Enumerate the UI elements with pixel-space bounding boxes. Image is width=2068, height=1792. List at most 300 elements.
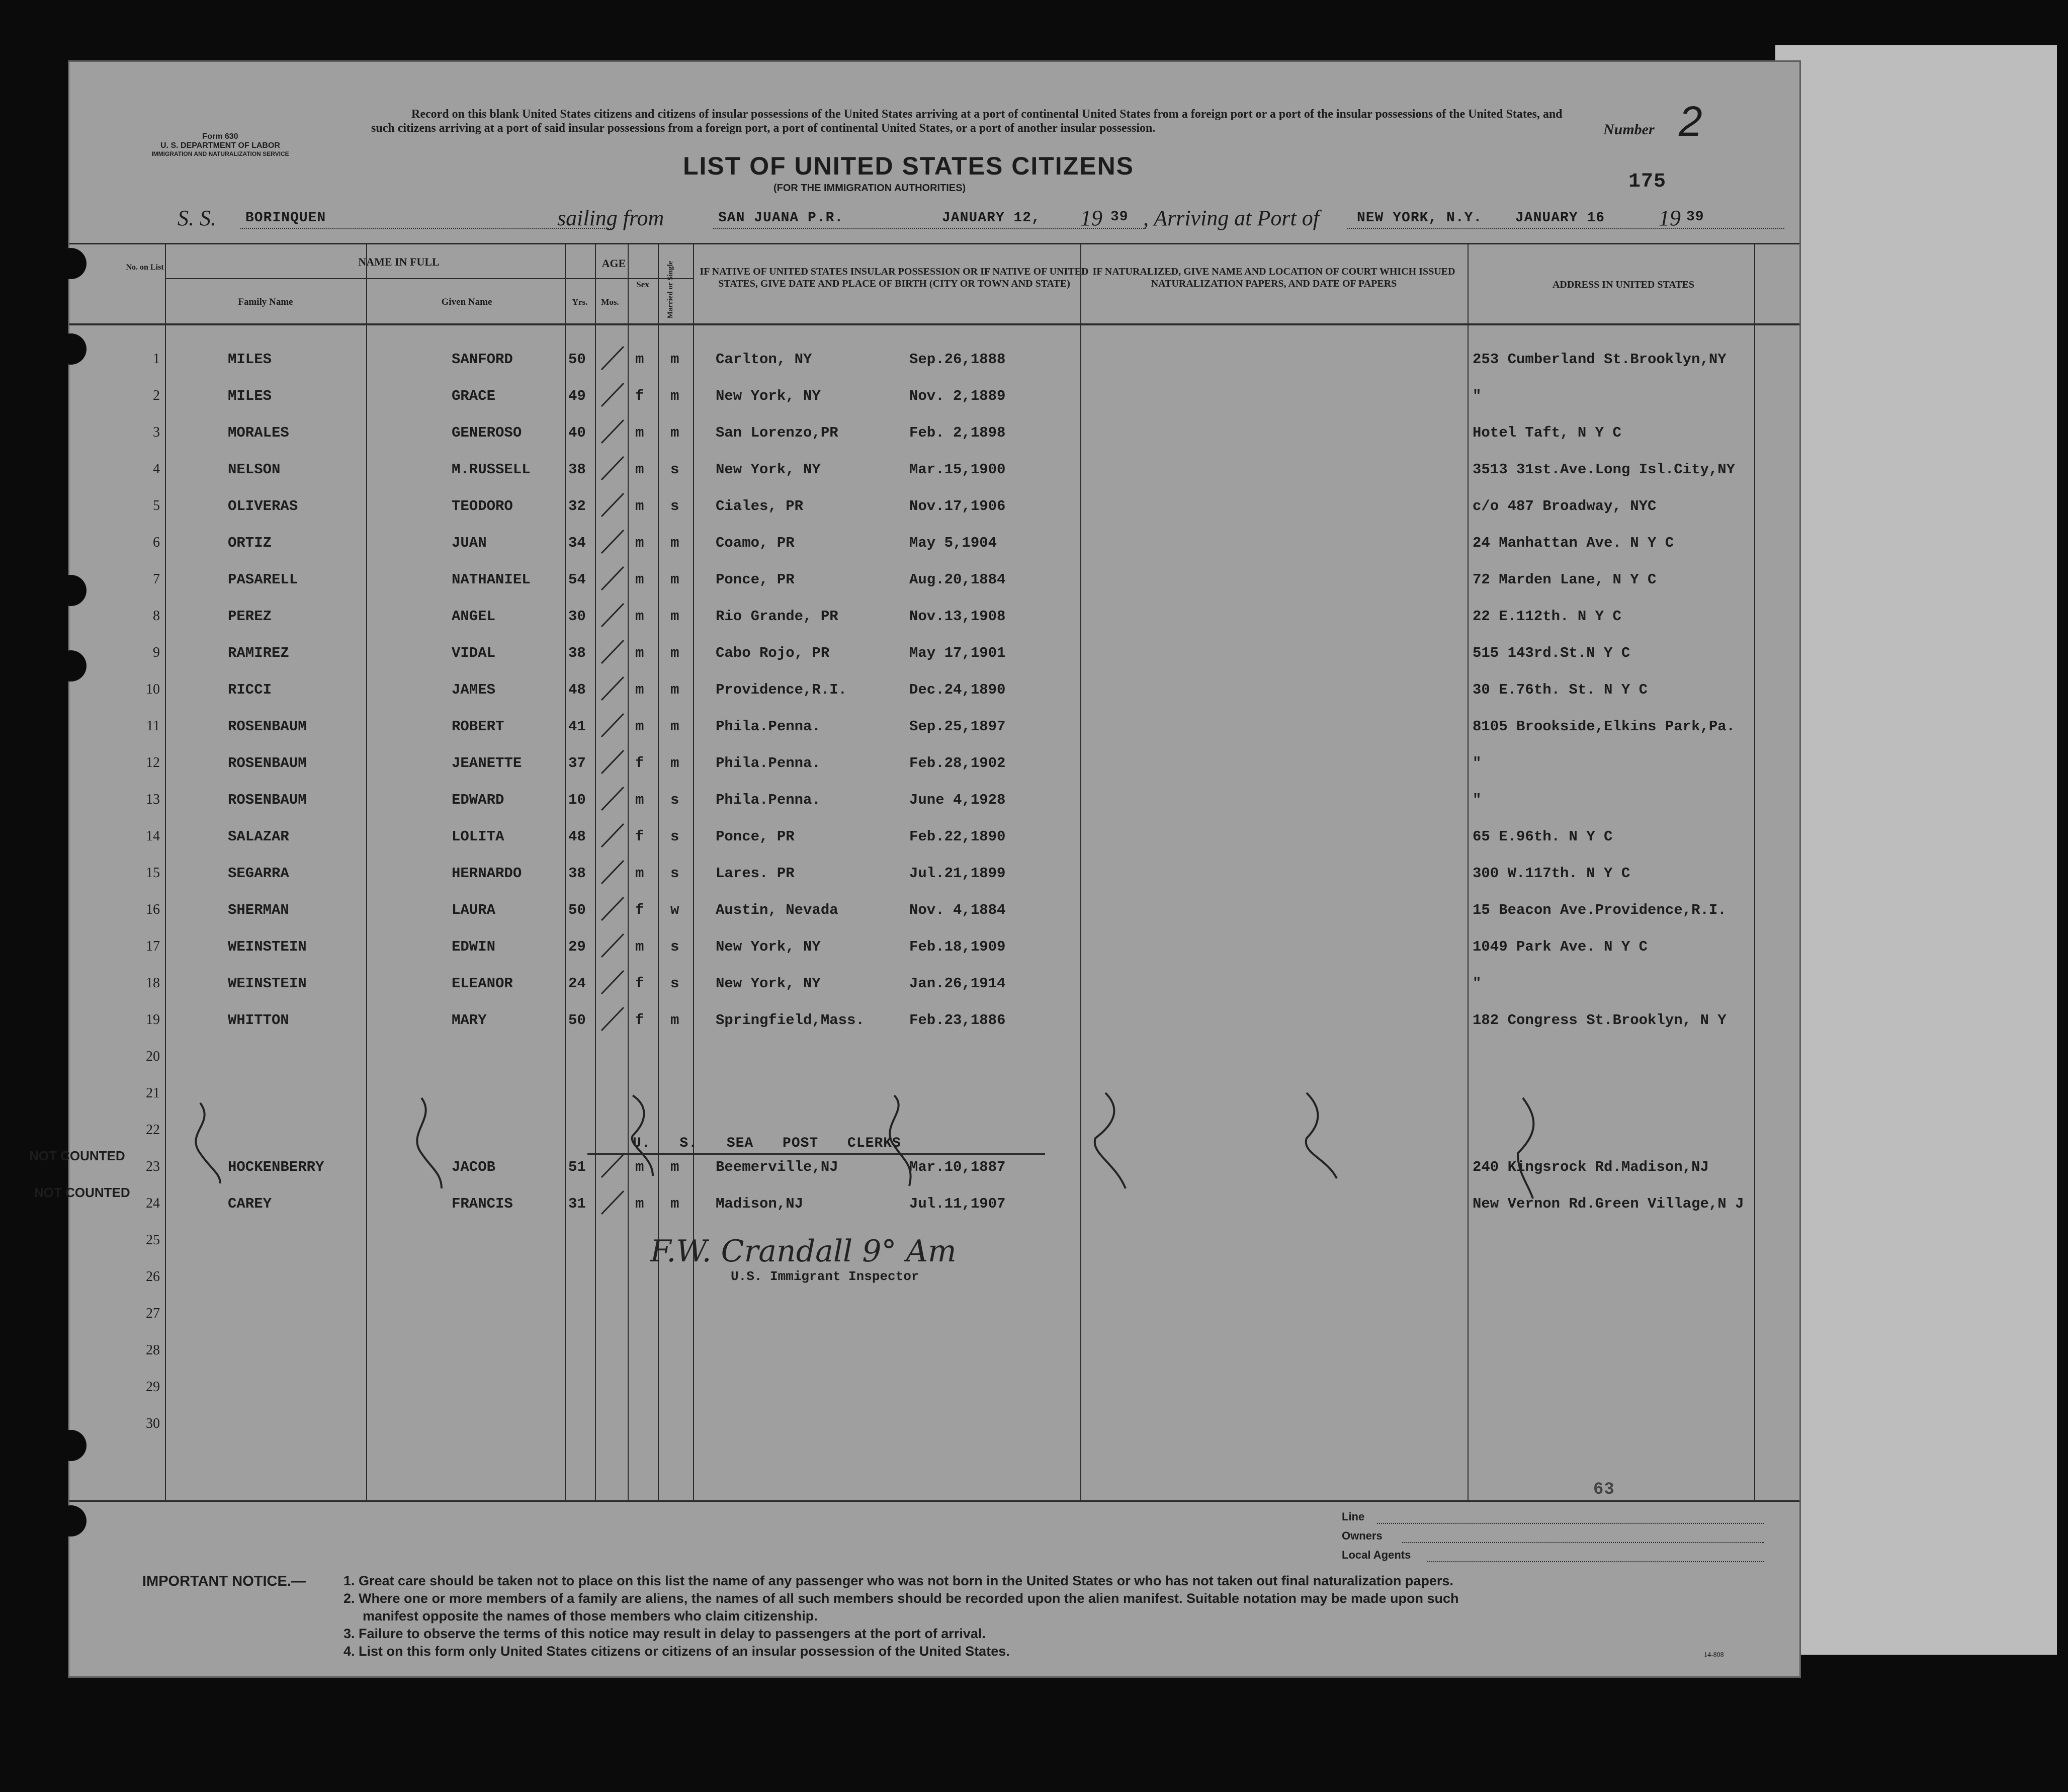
marital-status: s	[670, 975, 679, 992]
squiggle-mark	[417, 1098, 442, 1188]
family-name: NELSON	[228, 461, 281, 478]
mos-slash-mark	[597, 968, 628, 998]
birth-place: Austin, Nevada	[716, 902, 838, 918]
arrival-year: 39	[1686, 209, 1704, 225]
arrival-date: JANUARY 16	[1515, 210, 1605, 226]
age-years: 38	[568, 865, 586, 882]
col-family-name-header: Family Name	[238, 297, 293, 307]
row-number: 5	[153, 498, 160, 514]
sex: f	[635, 1012, 644, 1029]
family-name: MILES	[228, 351, 272, 368]
mos-slash-mark	[597, 858, 628, 888]
birth-place: New York, NY	[716, 975, 821, 992]
family-name: MILES	[228, 388, 272, 404]
adjacent-page-edge	[1775, 45, 2057, 1655]
notice-item: 3. Failure to observe the terms of this notice may result in delay to passengers at the port of arrival.	[343, 1626, 986, 1641]
address: 22 E.112th. N Y C	[1473, 608, 1621, 625]
family-name: WHITTON	[228, 1012, 289, 1029]
number-label: Number	[1603, 121, 1655, 138]
row-number: 7	[153, 571, 160, 587]
given-name: VIDAL	[452, 645, 496, 661]
mos-slash-mark	[597, 894, 628, 924]
squiggle-mark	[632, 1095, 653, 1176]
age-years: 51	[568, 1159, 586, 1175]
mos-slash-line	[601, 934, 624, 957]
form-code: 14-808	[1704, 1651, 1724, 1659]
marital-status: m	[670, 571, 679, 588]
name-subheader-rule	[165, 278, 633, 279]
mos-slash-line	[601, 640, 624, 663]
marital-status: m	[670, 608, 679, 625]
family-name: PEREZ	[228, 608, 272, 625]
address: 3513 31st.Ave.Long Isl.City,NY	[1473, 461, 1736, 478]
sex: f	[635, 755, 644, 772]
mos-slash-mark	[597, 454, 628, 484]
sex: m	[635, 424, 644, 441]
birth-place: San Lorenzo,PR	[716, 424, 838, 441]
sex: m	[635, 792, 644, 808]
given-name: GENEROSO	[452, 424, 522, 441]
age-years: 54	[568, 571, 586, 588]
birth-place: Ponce, PR	[716, 828, 795, 845]
marital-status: s	[670, 792, 679, 808]
given-name: LAURA	[452, 902, 496, 918]
age-years: 50	[568, 902, 586, 918]
mos-slash-line	[601, 714, 624, 737]
notice-heading: IMPORTANT NOTICE.—	[142, 1573, 306, 1589]
marital-status: w	[670, 902, 679, 918]
ss-label: S. S.	[178, 206, 216, 230]
mos-slash-line	[601, 677, 624, 700]
marital-status: m	[670, 1159, 679, 1175]
mos-slash-line	[601, 383, 624, 406]
age-years: 50	[568, 351, 586, 368]
mos-slash-line	[601, 493, 624, 517]
mos-slash-mark	[597, 564, 628, 594]
mos-slash-mark	[597, 490, 628, 521]
birth-date: Dec.24,1890	[909, 681, 1006, 698]
mos-slash-line	[601, 567, 624, 590]
squiggle-mark	[1095, 1093, 1126, 1188]
table-top-rule	[69, 243, 1799, 244]
family-name: WEINSTEIN	[228, 938, 307, 955]
sex: m	[635, 351, 644, 368]
row-number: 16	[146, 902, 160, 917]
birth-date: May 5,1904	[909, 535, 997, 551]
departure-year-prefix: 19	[1080, 206, 1102, 230]
family-name: SHERMAN	[228, 902, 289, 918]
sex: m	[635, 1159, 644, 1175]
instruction-text: Record on this blank United States citizens and citizens of insular possessions of the United States arriving at a port of continental United States from a foreign port or a port of the insular possessions of the United States, and such citizens arriving at a port of said insular possessions from a foreign port, a port of continental United States, or a port of another insular possession.	[371, 108, 1563, 135]
age-years: 37	[568, 755, 586, 772]
mos-slash-line	[601, 457, 624, 480]
birth-place: Lares. PR	[716, 865, 795, 882]
age-years: 49	[568, 388, 586, 404]
address: 8105 Brookside,Elkins Park,Pa.	[1473, 718, 1736, 735]
given-name: EDWIN	[452, 938, 496, 955]
row-number: 15	[146, 865, 160, 881]
notice-item: manifest opposite the names of those members who claim citizenship.	[363, 1608, 818, 1624]
local-agents-label: Local Agents	[1342, 1549, 1411, 1561]
address: 240 Kingsrock Rd.Madison,NJ	[1473, 1159, 1709, 1175]
departure-year: 39	[1110, 209, 1129, 225]
mos-slash-mark	[597, 931, 628, 961]
mos-slash-line	[601, 750, 624, 774]
age-years: 10	[568, 792, 586, 808]
departure-port: SAN JUANA P.R.	[718, 210, 844, 226]
form-number: Form 630	[202, 132, 238, 141]
line-underline	[1377, 1523, 1764, 1524]
address: "	[1473, 975, 1482, 992]
address: "	[1473, 792, 1482, 808]
blank-rows-squiggles	[69, 1088, 1799, 1219]
squiggle-mark	[196, 1103, 220, 1183]
birth-date: Sep.26,1888	[909, 351, 1006, 368]
inspector-title: U.S. Immigrant Inspector	[731, 1269, 919, 1284]
mos-slash-mark	[597, 380, 628, 410]
given-name: HERNARDO	[452, 865, 522, 882]
marital-status: s	[670, 938, 679, 955]
mos-slash-line	[601, 420, 624, 443]
departure-date: JANUARY 12,	[942, 210, 1041, 226]
address: 182 Congress St.Brooklyn, N Y	[1473, 1012, 1727, 1029]
birth-place: Coamo, PR	[716, 535, 795, 551]
inspector-signature: F.W. Crandall 9° Am	[650, 1234, 957, 1269]
column-rule	[565, 243, 566, 1500]
age-years: 34	[568, 535, 586, 551]
row-number: 2	[153, 388, 160, 403]
marital-status: m	[670, 351, 679, 368]
mos-slash-mark	[597, 417, 628, 447]
column-rule	[1754, 243, 1755, 1500]
given-name: LOLITA	[452, 828, 504, 845]
sex: f	[635, 975, 644, 992]
sex: m	[635, 498, 644, 515]
not-counted-mark: NOT COUNTED	[34, 1185, 130, 1200]
address: 72 Marden Lane, N Y C	[1473, 571, 1657, 588]
column-rule	[165, 243, 166, 1500]
given-name: M.RUSSELL	[452, 461, 531, 478]
number-value: 2	[1679, 98, 1702, 145]
marital-status: m	[670, 681, 679, 698]
sex: f	[635, 828, 644, 845]
family-name: MORALES	[228, 424, 289, 441]
birth-place: New York, NY	[716, 938, 821, 955]
age-years: 24	[568, 975, 586, 992]
sex: m	[635, 608, 644, 625]
birth-place: Phila.Penna.	[716, 718, 821, 735]
family-name: WEINSTEIN	[228, 975, 307, 992]
col-no-header: No. on List	[126, 263, 164, 272]
birth-date: Aug.20,1884	[909, 571, 1006, 588]
arrival-year-prefix: 19	[1659, 206, 1681, 230]
given-name: JAMES	[452, 681, 496, 698]
birth-place: Carlton, NY	[716, 351, 812, 368]
col-given-name-header: Given Name	[441, 297, 492, 307]
col-address-header: ADDRESS IN UNITED STATES	[1552, 279, 1695, 290]
sex: m	[635, 681, 644, 698]
family-name: ORTIZ	[228, 535, 272, 551]
birth-date: Nov. 4,1884	[909, 902, 1006, 918]
not-counted-mark: NOT COUNTED	[29, 1148, 125, 1163]
given-name: ANGEL	[452, 608, 496, 625]
given-name: SANFORD	[452, 351, 513, 368]
family-name: RAMIREZ	[228, 645, 289, 661]
marital-status: s	[670, 498, 679, 515]
sex: m	[635, 571, 644, 588]
birth-date: Feb.18,1909	[909, 938, 1006, 955]
birth-date: Nov.17,1906	[909, 498, 1006, 515]
family-name: PASARELL	[228, 571, 298, 588]
marital-status: s	[670, 461, 679, 478]
age-years: 50	[568, 1012, 586, 1029]
mos-slash-line	[601, 824, 624, 847]
col-naturalized-header: IF NATURALIZED, GIVE NAME AND LOCATION OF COURT WHICH ISSUED NATURALIZATION PAPERS, AND DATE OF PAPERS	[1092, 266, 1455, 289]
given-name: NATHANIEL	[452, 571, 531, 588]
age-years: 29	[568, 938, 586, 955]
column-rule	[1468, 243, 1469, 1500]
row-number: 12	[146, 755, 160, 771]
marital-status: m	[670, 1012, 679, 1029]
sex: m	[635, 718, 644, 735]
mos-slash-line	[601, 897, 624, 920]
row-number: 17	[146, 938, 160, 954]
bottom-number: 63	[1593, 1480, 1615, 1499]
address: 65 E.96th. N Y C	[1473, 828, 1613, 845]
row-number: 29	[146, 1379, 160, 1395]
agents-underline	[1427, 1561, 1764, 1562]
birth-date: Feb.23,1886	[909, 1012, 1006, 1029]
address: c/o 487 Broadway, NYC	[1473, 498, 1657, 515]
row-number: 4	[153, 461, 160, 477]
mos-slash-line	[601, 1007, 624, 1031]
col-married-header: Married or Single	[666, 261, 674, 319]
birth-place: New York, NY	[716, 461, 821, 478]
mos-slash-mark	[597, 1004, 628, 1035]
header-bottom-rule	[69, 323, 1799, 325]
address: 24 Manhattan Ave. N Y C	[1473, 535, 1674, 551]
birth-date: Mar.10,1887	[909, 1159, 1006, 1175]
sex: m	[635, 535, 644, 551]
birth-place: Beemerville,NJ	[716, 1159, 838, 1175]
birth-place: Ponce, PR	[716, 571, 795, 588]
row-number: 25	[146, 1232, 160, 1248]
age-years: 48	[568, 828, 586, 845]
address: 515 143rd.St.N Y C	[1473, 645, 1630, 661]
birth-place: Providence,R.I.	[716, 681, 847, 698]
clerks-heading: U. S. SEA POST CLERKS	[633, 1136, 901, 1151]
marital-status: m	[670, 535, 679, 551]
mos-slash-line	[601, 604, 624, 627]
mos-slash-mark	[597, 601, 628, 631]
row-number: 3	[153, 424, 160, 440]
column-rule	[693, 243, 694, 1500]
given-name: MARY	[452, 1012, 487, 1029]
birth-place: New York, NY	[716, 388, 821, 404]
family-name: CAREY	[228, 1196, 272, 1212]
mos-slash-mark	[597, 821, 628, 851]
birth-date: Jan.26,1914	[909, 975, 1006, 992]
row-number: 10	[146, 681, 160, 697]
row-number: 1	[153, 351, 160, 367]
squiggle-mark	[1306, 1093, 1337, 1178]
department-name: U. S. DEPARTMENT OF LABOR	[160, 141, 280, 150]
birth-place: Ciales, PR	[716, 498, 804, 515]
arrival-port: NEW YORK, N.Y.	[1357, 210, 1483, 226]
col-name-in-full-header: NAME IN FULL	[358, 255, 440, 268]
mos-slash-line	[601, 347, 624, 370]
sex: f	[635, 902, 644, 918]
arriving-label: , Arriving at Port of	[1143, 206, 1319, 230]
address: 300 W.117th. N Y C	[1473, 865, 1630, 882]
given-name: JUAN	[452, 535, 487, 551]
age-years: 30	[568, 608, 586, 625]
family-name: ROSENBAUM	[228, 792, 307, 808]
address: 30 E.76th. St. N Y C	[1473, 681, 1648, 698]
family-name: ROSENBAUM	[228, 718, 307, 735]
birth-date: Nov.13,1908	[909, 608, 1006, 625]
row-number: 19	[146, 1012, 160, 1028]
given-name: JACOB	[452, 1159, 496, 1175]
service-name: IMMIGRATION AND NATURALIZATION SERVICE	[151, 150, 289, 157]
row-number: 14	[146, 828, 160, 844]
marital-status: m	[670, 755, 679, 772]
row-number: 9	[153, 645, 160, 660]
marital-status: m	[670, 645, 679, 661]
birth-place: Cabo Rojo, PR	[716, 645, 830, 661]
address: 15 Beacon Ave.Providence,R.I.	[1473, 902, 1727, 918]
row-number: 11	[146, 718, 160, 734]
ship-name: BORINQUEN	[245, 210, 326, 226]
sex: m	[635, 461, 644, 478]
family-name: OLIVERAS	[228, 498, 298, 515]
age-years: 38	[568, 461, 586, 478]
address: Hotel Taft, N Y C	[1473, 424, 1621, 441]
notice-item: 2. Where one or more members of a family are aliens, the names of all such members should be recorded upon the alien manifest. Suitable notation may be made upon such	[343, 1591, 1459, 1606]
age-years: 38	[568, 645, 586, 661]
birth-place: Rio Grande, PR	[716, 608, 838, 625]
family-name: SALAZAR	[228, 828, 289, 845]
birth-date: Feb. 2,1898	[909, 424, 1006, 441]
row-number: 24	[146, 1196, 160, 1211]
sex: m	[635, 938, 644, 955]
column-rule	[595, 243, 596, 1500]
given-name: TEODORO	[452, 498, 513, 515]
row-number: 20	[146, 1049, 160, 1064]
marital-status: m	[670, 424, 679, 441]
birth-date: Jul.21,1899	[909, 865, 1006, 882]
col-birth-header: IF NATIVE OF UNITED STATES INSULAR POSSESSION OR IF NATIVE OF UNITED STATES, GIVE DATE AND PLACE OF BIRTH (CITY OR TOWN AND STATE)	[700, 266, 1089, 289]
birth-date: Jul.11,1907	[909, 1196, 1006, 1212]
birth-place: Phila.Penna.	[716, 792, 821, 808]
age-years: 40	[568, 424, 586, 441]
mos-slash-mark	[597, 637, 628, 667]
row-number: 18	[146, 975, 160, 991]
col-mos-header: Mos.	[601, 297, 619, 307]
birth-date: Sep.25,1897	[909, 718, 1006, 735]
sex: f	[635, 388, 644, 404]
col-age-header: AGE	[601, 257, 626, 270]
marital-status: m	[670, 388, 679, 404]
row-number: 26	[146, 1269, 160, 1285]
manifest-sheet	[29, 60, 1801, 1678]
given-name: GRACE	[452, 388, 496, 404]
owners-underline	[1402, 1542, 1764, 1543]
column-rule	[658, 243, 659, 1500]
age-years: 32	[568, 498, 586, 515]
sex: m	[635, 1196, 644, 1212]
mos-slash-mark	[597, 784, 628, 814]
page-number: 175	[1628, 170, 1667, 193]
address: "	[1473, 388, 1482, 404]
age-years: 48	[568, 681, 586, 698]
row-number: 8	[153, 608, 160, 624]
col-sex-header: Sex	[636, 280, 649, 289]
given-name: JEANETTE	[452, 755, 522, 772]
address: "	[1473, 755, 1482, 772]
sailing-label: sailing from	[557, 206, 664, 230]
row-number: 27	[146, 1306, 160, 1321]
sex: m	[635, 865, 644, 882]
given-name: FRANCIS	[452, 1196, 513, 1212]
family-name: RICCI	[228, 681, 272, 698]
age-years: 41	[568, 718, 586, 735]
column-rule	[628, 243, 629, 1500]
row-number: 23	[146, 1159, 160, 1174]
age-years: 31	[568, 1196, 586, 1212]
birth-place: Madison,NJ	[716, 1196, 804, 1212]
line-label: Line	[1342, 1510, 1365, 1523]
given-name: ELEANOR	[452, 975, 513, 992]
address: New Vernon Rd.Green Village,N J	[1473, 1196, 1744, 1212]
page-title: LIST OF UNITED STATES CITIZENS	[683, 152, 1135, 180]
row-number: 6	[153, 535, 160, 550]
marital-status: m	[670, 1196, 679, 1212]
row-number: 30	[146, 1416, 160, 1431]
birth-date: May 17,1901	[909, 645, 1006, 661]
owners-label: Owners	[1342, 1529, 1383, 1542]
mos-slash-mark	[597, 711, 628, 741]
row-number: 13	[146, 792, 160, 807]
mos-slash-mark	[597, 344, 628, 374]
birth-date: Nov. 2,1889	[909, 388, 1006, 404]
mos-slash-line	[601, 530, 624, 553]
squiggle-mark	[890, 1095, 910, 1186]
col-yrs-header: Yrs.	[572, 297, 588, 307]
birth-date: Feb.28,1902	[909, 755, 1006, 772]
mos-slash-mark	[597, 747, 628, 778]
sex: m	[635, 645, 644, 661]
mos-slash-line	[601, 861, 624, 884]
table-bottom-rule	[69, 1500, 1799, 1502]
row-number: 22	[146, 1122, 160, 1138]
family-name: HOCKENBERRY	[228, 1159, 324, 1175]
marital-status: m	[670, 718, 679, 735]
address: 1049 Park Ave. N Y C	[1473, 938, 1648, 955]
notice-item: 1. Great care should be taken not to place on this list the name of any passenger who was not born in the United States or who has not taken out final naturalization papers.	[343, 1573, 1453, 1588]
mos-slash-line	[601, 787, 624, 810]
squiggle-mark	[1518, 1098, 1533, 1199]
mos-slash-mark	[597, 527, 628, 557]
row-number: 28	[146, 1342, 160, 1358]
notice-item: 4. List on this form only United States citizens or citizens of an insular possession of the United States.	[343, 1644, 1010, 1659]
family-name: ROSENBAUM	[228, 755, 307, 772]
birth-place: Phila.Penna.	[716, 755, 821, 772]
address: 253 Cumberland St.Brooklyn,NY	[1473, 351, 1727, 368]
birth-date: Feb.22,1890	[909, 828, 1006, 845]
birth-date: June 4,1928	[909, 792, 1006, 808]
given-name: ROBERT	[452, 718, 504, 735]
